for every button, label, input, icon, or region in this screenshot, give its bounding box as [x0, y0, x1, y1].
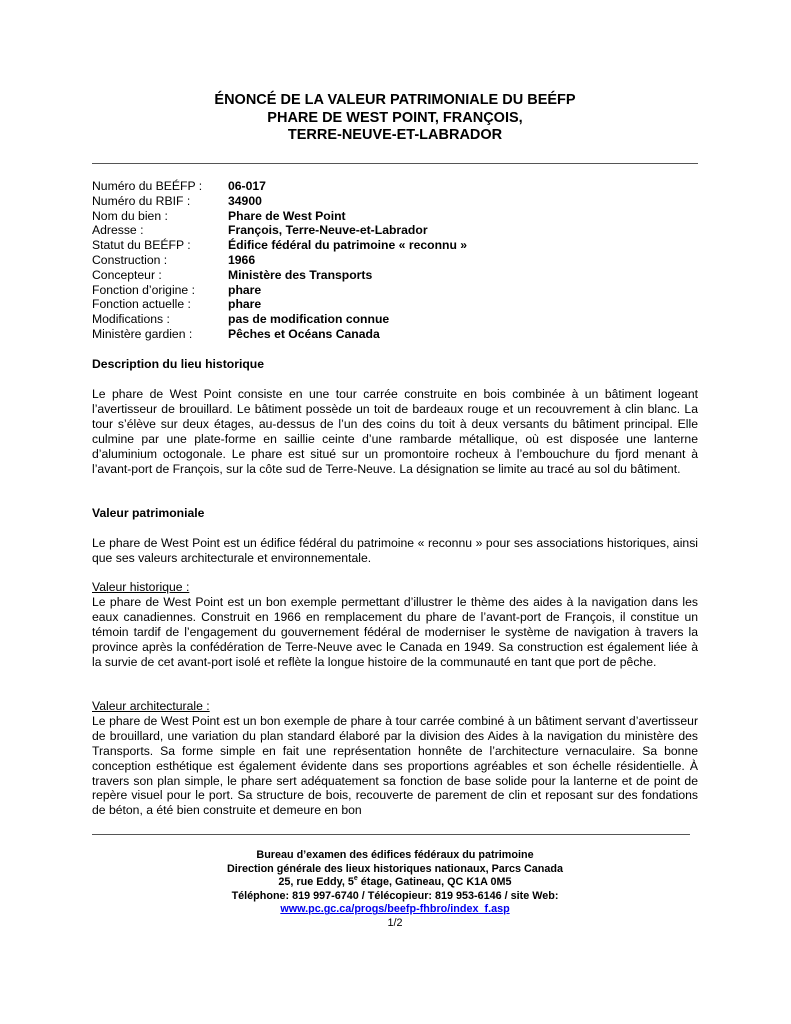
- title-line-3: TERRE-NEUVE-ET-LABRADOR: [287, 127, 503, 143]
- info-label: Concepteur :: [92, 267, 162, 282]
- info-value: phare: [228, 282, 262, 297]
- info-label: Fonction actuelle :: [92, 297, 191, 312]
- info-row-custodian: [92, 327, 698, 342]
- historical-value-section: [92, 580, 698, 669]
- info-row-status: [92, 238, 698, 253]
- footer-address-sup: e: [353, 875, 358, 883]
- footer-address-part: 25, rue Eddy, 5: [278, 876, 354, 889]
- header-divider: [92, 163, 698, 164]
- info-row-designer: [92, 268, 698, 283]
- info-label: Adresse :: [92, 223, 144, 238]
- info-value: Pêches et Océans Canada: [228, 326, 380, 341]
- info-value: Ministère des Transports: [228, 267, 373, 282]
- footer-address-part: étage, Gatineau, QC K1A 0M5: [357, 876, 512, 889]
- footer-office-name: Bureau d’examen des édifices fédéraux du patrimoine: [256, 849, 534, 861]
- footer-link-row: [92, 903, 698, 917]
- footer: [92, 849, 698, 931]
- footer-contact: Téléphone: 819 997-6740 / Télécopieur: 819 953-6146 / site Web:: [231, 889, 559, 902]
- info-row-original-function: [92, 283, 698, 298]
- info-row-current-function: [92, 297, 698, 312]
- heritage-intro-paragraph: Le phare de West Point est un édifice fédéral du patrimoine « reconnu » pour ses associations historiques, ainsi que ses valeurs architecturale et environnementale.: [92, 536, 698, 565]
- info-value: pas de modification connue: [228, 312, 390, 327]
- info-row-dfrp-number: [92, 194, 698, 209]
- description-paragraph: Le phare de West Point consiste en une tour carrée construite en bois combinée à un bâtiment logeant l’avertisseur de brouillard. Le bâtiment possède un toit de bardeaux rouge et un recouvrement à clin blanc. La tour s’élève sur deux étages, au-dessus de l’un des coins du toit à deux versants du bâtiment principal. Elle culmine par une plate-forme en saillie ceinte d’une rambarde métallique, où est disposée une lanterne d’aluminium octogonale. Le phare est situé sur un promontoire rocheux à l’embouchure du fjord menant à l’avant-port de François, sur la côte sud de Terre-Neuve. La désignation se limite au tracé au sol du bâtiment.: [92, 387, 698, 476]
- info-value: 1966: [228, 252, 256, 267]
- info-row-construction: [92, 253, 698, 268]
- info-label: Construction :: [92, 252, 168, 267]
- document-title: [92, 92, 698, 145]
- info-value: François, Terre-Neuve-et-Labrador: [228, 223, 428, 238]
- website-link[interactable]: www.pc.gc.ca/progs/beefp-fhbro/index_f.asp: [280, 903, 510, 916]
- description-heading: Description du lieu historique: [92, 357, 264, 371]
- historical-value-text: Le phare de West Point est un bon exemple permettant d’illustrer le thème des aides à la navigation dans les eaux canadiennes. Construit en 1966 en remplacement du phare de l’avant-port de François, il constitue un témoin tardif de l’engagement du gouvernement fédéral de moderniser le système de navigation à travers la province après la confédération de Terre-Neuve avec le Canada en 1949. Sa construction est également liée à la survie de cet avant-port isolé et reflète la longue histoire de la communauté en tant que port de pêche.: [92, 594, 698, 669]
- info-value: phare: [228, 297, 262, 312]
- footer-divider: [92, 834, 690, 835]
- architectural-value-section: [92, 699, 698, 818]
- info-value: Phare de West Point: [228, 208, 346, 223]
- historical-value-heading: Valeur historique :: [92, 580, 190, 594]
- info-value: 34900: [228, 193, 262, 208]
- info-row-fhbro-number: [92, 179, 698, 194]
- info-row-address: [92, 223, 698, 238]
- info-label: Statut du BEÉFP :: [92, 238, 191, 253]
- architectural-value-text: Le phare de West Point est un bon exemple de phare à tour carrée combiné à un bâtiment servant d’avertisseur de brouillard, une variation du plan standard élaboré par la division des Aides à la navigation du ministère des Transports. Sa forme simple en fait une représentation honnête de l’architecture vernaculaire. Sa bonne conception esthétique est également évidente dans ses proportions agréables et son échelle résidentielle. À travers son plan simple, le phare sert adéquatement sa fonction de base solide pour la lanterne et de point de repère visuel pour le port. Sa structure de bois, recouverte de parement de clin et reposant sur des fondations de béton, a été bien construite et demeure en bon: [92, 713, 698, 818]
- footer-directorate: Direction générale des lieux historiques nationaux, Parcs Canada: [226, 862, 563, 875]
- page-number: 1/2: [387, 916, 403, 929]
- title-line-1: ÉNONCÉ DE LA VALEUR PATRIMONIALE DU BEÉFP: [214, 92, 576, 108]
- architectural-value-heading: Valeur architecturale :: [92, 699, 210, 713]
- info-label: Nom du bien :: [92, 208, 168, 223]
- info-label: Numéro du BEÉFP :: [92, 179, 203, 193]
- info-label: Modifications :: [92, 312, 170, 327]
- title-line-2: PHARE DE WEST POINT, FRANÇOIS,: [267, 109, 523, 126]
- heritage-value-heading: Valeur patrimoniale: [92, 506, 205, 520]
- info-row-property-name: [92, 209, 698, 224]
- info-label: Ministère gardien :: [92, 326, 193, 341]
- info-label: Numéro du RBIF :: [92, 193, 191, 208]
- property-info-table: [92, 179, 698, 342]
- info-value: Édifice fédéral du patrimoine « reconnu »: [228, 238, 468, 253]
- info-value: 06-017: [228, 179, 266, 193]
- footer-address: [92, 876, 698, 890]
- info-row-modifications: [92, 312, 698, 327]
- info-label: Fonction d’origine :: [92, 282, 195, 297]
